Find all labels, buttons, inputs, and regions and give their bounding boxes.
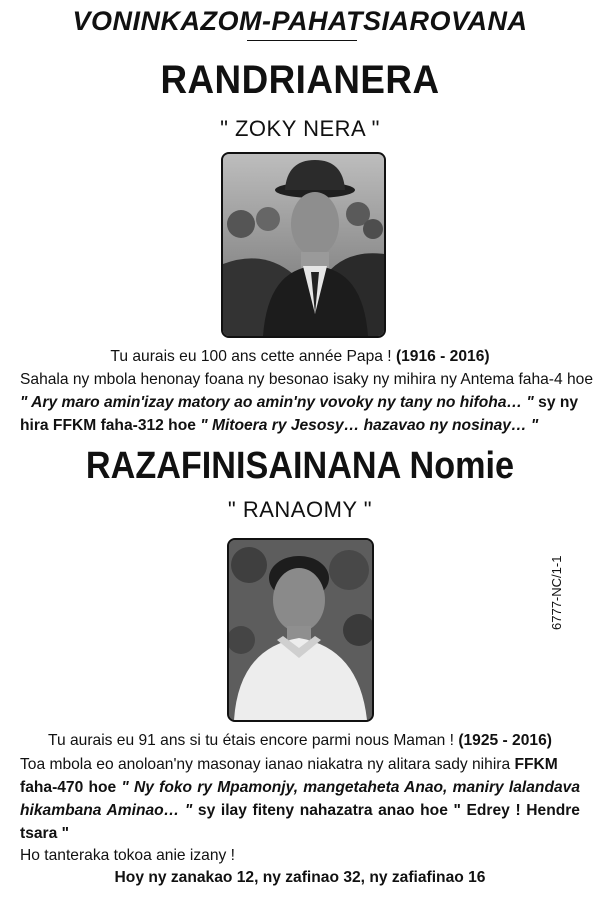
- person1-nickname: " ZOKY NERA ": [220, 116, 380, 141]
- person2-name: RAZAFINISAINANA Nomie: [85, 445, 515, 487]
- person2-text-line3: [20, 778, 580, 798]
- person1-photo: [221, 152, 386, 338]
- person2-text-line2: [20, 755, 580, 775]
- title-underline: [247, 40, 357, 41]
- portrait-woman-icon: [229, 540, 372, 720]
- person1-text-line4: [20, 416, 580, 436]
- person2-photo: [227, 538, 374, 722]
- person2-text-line4-tail: sy ilay fiteny nahazatra anao hoe " Edrey ! Hendre: [192, 802, 580, 819]
- person2-years: (1925 - 2016): [458, 732, 552, 749]
- person2-birth-text: Tu aurais eu 91 ans si tu étais encore parmi nous Maman !: [48, 732, 459, 749]
- person1-text-line2: Sahala ny mbola henonay foana ny besonao isaky ny mihira ny Antema faha-4 hoe: [20, 371, 594, 388]
- person1-birth-text: Tu aurais eu 100 ans cette année Papa !: [110, 348, 396, 365]
- family-signature: Hoy ny zanakao 12, ny zafinao 32, ny zafiafinao 16: [114, 869, 486, 886]
- person1-text-line3-tail: sy ny: [533, 394, 579, 411]
- person2-nickname: " RANAOMY ": [227, 497, 373, 522]
- person2-text-line6: Ho tanteraka tokoa anie izany !: [20, 847, 235, 864]
- page-title: VONINKAZOM-PAHATSIAROVANA: [72, 6, 528, 36]
- person2-hymn-quote-end: hikambana Aminao… ": [20, 802, 193, 819]
- person2-text-line2-main: Toa mbola eo anoloan'ny masonay ianao niakatra ny alitara sady nihira: [20, 756, 515, 773]
- person1-hymn2-quote: " Mitoera ry Jesosy… hazavao ny nosinay… ": [200, 417, 539, 434]
- person2-hymn-ref: faha-470 hoe: [20, 779, 122, 796]
- person2-hymn-quote: " Ny foko ry Mpamonjy, mangetaheta Anao, maniry lalandava: [121, 779, 580, 796]
- person1-birth-line: [20, 347, 580, 367]
- person2-ffkm: FFKM: [514, 756, 558, 773]
- portrait-man-hat-icon: [223, 154, 384, 336]
- person2-birth-line: [20, 731, 580, 751]
- reference-code: 6777-NC/1-1: [549, 555, 564, 630]
- person1-hymn-ref: hira FFKM faha-312 hoe: [20, 417, 201, 434]
- person2-text-line4: [20, 801, 580, 821]
- person2-text-line5: tsara ": [20, 825, 70, 842]
- person1-name: RANDRIANERA: [160, 58, 440, 102]
- person1-text-line3: [20, 393, 580, 413]
- person1-hymn-quote: " Ary maro amin'izay matory ao amin'ny vovoky ny tany no hifoha… ": [20, 394, 534, 411]
- person1-years: (1916 - 2016): [395, 348, 490, 365]
